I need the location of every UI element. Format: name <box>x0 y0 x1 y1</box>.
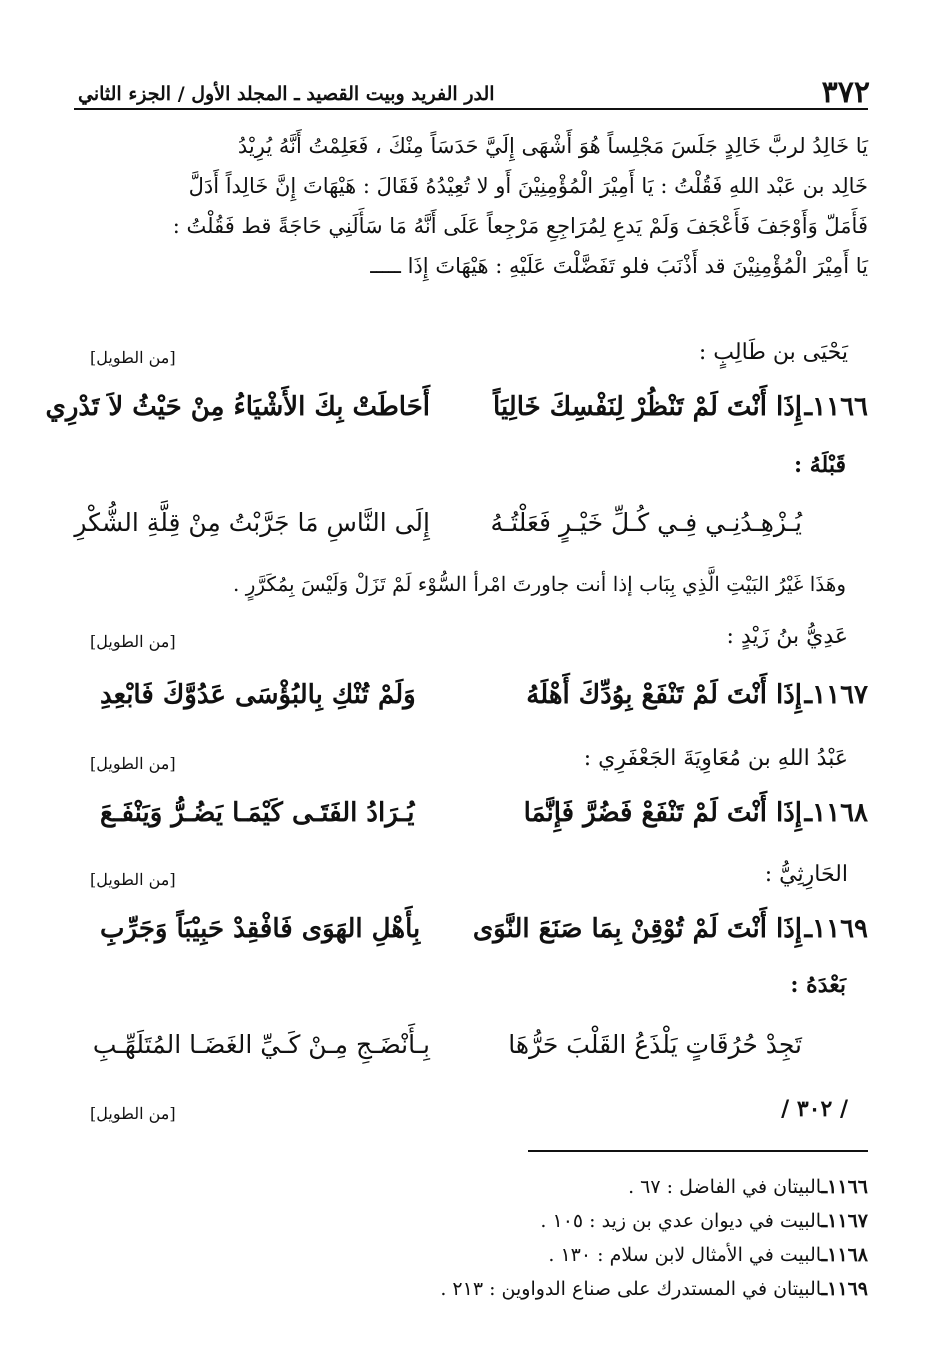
hemistich-first: إِذَا أَنْتَ لَمْ تَنْظُرْ لِنَفْسِكَ خَالِيَاً <box>493 392 802 422</box>
footnote-text: البيتان في الفاضل : ٦٧ . <box>628 1176 822 1198</box>
footnote <box>440 1238 868 1272</box>
hemistich-second: بِأَهْلِ الهَوَى فَافْقِدْ حَبِيْبَاً وَجَرِّبِ <box>100 914 421 944</box>
hemistich-second: إِلَى النَّاسِ مَا جَرَّبْتُ مِنْ قِلَّةِ الشُّكْرِ <box>74 508 430 537</box>
reference-row <box>80 1096 870 1136</box>
hemistich-first: تَجِدْ حُرُقَاتٍ يَلْذَعُ القَلْبَ حَرُّهَا <box>508 1030 802 1059</box>
meter-label: [من الطويل] <box>90 1104 176 1123</box>
meter-label: [من الطويل] <box>90 870 176 889</box>
running-title: الدر الفريد وبيت القصيد ـ المجلد الأول / الجزء الثاني <box>78 83 495 105</box>
intro-line: خَالِد بن عَبْد اللهِ فَقُلْتُ : يَا أَمِيْرَ الْمُؤْمِنِيْنَ أَو لا تُعِيْدُهُ فَقَالَ : هَيْهَاتَ إِنَّ خَالِداً أَدَلَّ <box>188 174 868 198</box>
hemistich-first: إِذَا أَنْتَ لَمْ تَنْفَعْ فَضُرَّ فَإِنَّمَا <box>523 798 802 828</box>
poet-row <box>80 746 870 786</box>
poet-name: عَبْدُ اللهِ بن مُعَاوِيَةَ الجَعْفَرِي : <box>583 746 848 771</box>
verse-number: ١١٦٧ـ <box>804 680 868 710</box>
intro-line: فَأَمَلّ وَأَوْجَفَ فَأَعْجَفَ وَلَمْ يَدعِ لِمُرَاجِعِ مَرْجِعاً عَلَى أَنَّهُ مَا سَأَلَنِي حَاجَةً قط فَقُلْتُ : <box>172 214 868 238</box>
meter-label: [من الطويل] <box>90 754 176 773</box>
poet-name: الحَارِثِيُّ : <box>764 862 848 887</box>
hemistich-first: إِذَا أَنْتَ لَمْ تُوْقِنْ بِمَا صَنَعَ النَّوَى <box>472 914 802 944</box>
intro-paragraph <box>78 126 868 286</box>
poet-name: يَحْيَى بن طَالِبٍ : <box>698 340 848 365</box>
poet-row <box>80 624 870 664</box>
footnote-text: البيت في الأمثال لابن سلام : ١٣٠ . <box>548 1244 822 1266</box>
footnote-number: ١١٦٨ـ <box>821 1244 868 1266</box>
meter-label: [من الطويل] <box>90 348 176 367</box>
verse-line <box>100 680 868 728</box>
hemistich-second: أَحَاطَتْ بِكَ الأَشْيَاءُ مِنْ حَيْثُ لاَ تَدْرِي <box>45 392 430 422</box>
page-number: ٣٧٢ <box>821 75 870 110</box>
page-reference: / ٣٠٢ / <box>781 1096 848 1122</box>
note-line: وهَذَا غَيْرُ البَيْتِ الَّذِي بِبَاب إذا أنت جاورتَ امْرأ السُّوْء لَمْ تَزَلْ وَلَيْسَ بِمُكَرَّرٍ . <box>233 572 846 596</box>
intro-line: يَا خَالِدُ لربَّ خَالِدٍ جَلَسَ مَجْلِساً هُوَ أَشْهَى إِلَيَّ حَدَسَاً مِنْكَ ، فَعَلِمْتُ أَنَّهُ يُرِيْدُ <box>237 134 868 158</box>
verse-number: ١١٦٩ـ <box>804 914 868 944</box>
footnotes <box>440 1170 868 1306</box>
qablahu-label: قَبْلَهُ : <box>793 452 846 478</box>
poet-name: عَدِيُّ بنُ زَيْدٍ : <box>726 624 848 649</box>
footnote-number: ١١٦٩ـ <box>821 1278 868 1300</box>
verse-number: ١١٦٨ـ <box>804 798 868 828</box>
hemistich-first: يُـزْهِـدُنِـي فِـي كُـلِّ خَيْـرٍ فَعَلْتُـهُ <box>490 508 802 537</box>
page-header <box>78 58 870 108</box>
verse-line <box>74 508 868 556</box>
verse-line <box>100 914 868 962</box>
footnote-text: البيتان في المستدرك على صناع الدواوين : ٢١٣ . <box>440 1278 822 1300</box>
hemistich-first: إِذَا أَنْتَ لَمْ تَنْفَعْ بِوُدِّكَ أَهْلَهُ <box>526 680 802 710</box>
footnote-number: ١١٦٧ـ <box>821 1210 868 1232</box>
footnote <box>440 1204 868 1238</box>
hemistich-second: يُـرَادُ الفَتَـى كَيْمَـا يَضُـرُّ وَيَنْفَـعَ <box>100 798 415 828</box>
footnote-rule <box>528 1150 868 1152</box>
footnote-number: ١١٦٦ـ <box>821 1176 868 1198</box>
meter-label: [من الطويل] <box>90 632 176 651</box>
poet-row <box>80 340 870 380</box>
verse-line <box>92 1030 868 1078</box>
header-rule <box>74 108 868 110</box>
badahu-label: بَعْدَهُ : <box>790 972 846 998</box>
intro-line: يَا أَمِيْرَ الْمُؤْمِنِيْنَ قد أَذْنَبَ فلو تَفَضَّلْتَ عَلَيْهِ : هَيْهَاتَ إِذَا ـــــ <box>370 254 868 278</box>
hemistich-second: بِـأَنْضَـجِ مِـنْ كَـيِّ الغَضَـا المُتَلَهِّـبِ <box>92 1030 430 1059</box>
footnote-text: البيت في ديوان عدي بن زيد : ١٠٥ . <box>540 1210 822 1232</box>
verse-number: ١١٦٦ـ <box>804 392 868 422</box>
hemistich-second: وَلَمْ تُنْكِ بِالبُؤْسَى عَدُوَّكَ فَابْعِدِ <box>100 680 416 710</box>
verse-line <box>100 798 868 846</box>
footnote <box>440 1170 868 1204</box>
poet-row <box>80 862 870 902</box>
footnote <box>440 1272 868 1306</box>
verse-line <box>45 392 868 440</box>
